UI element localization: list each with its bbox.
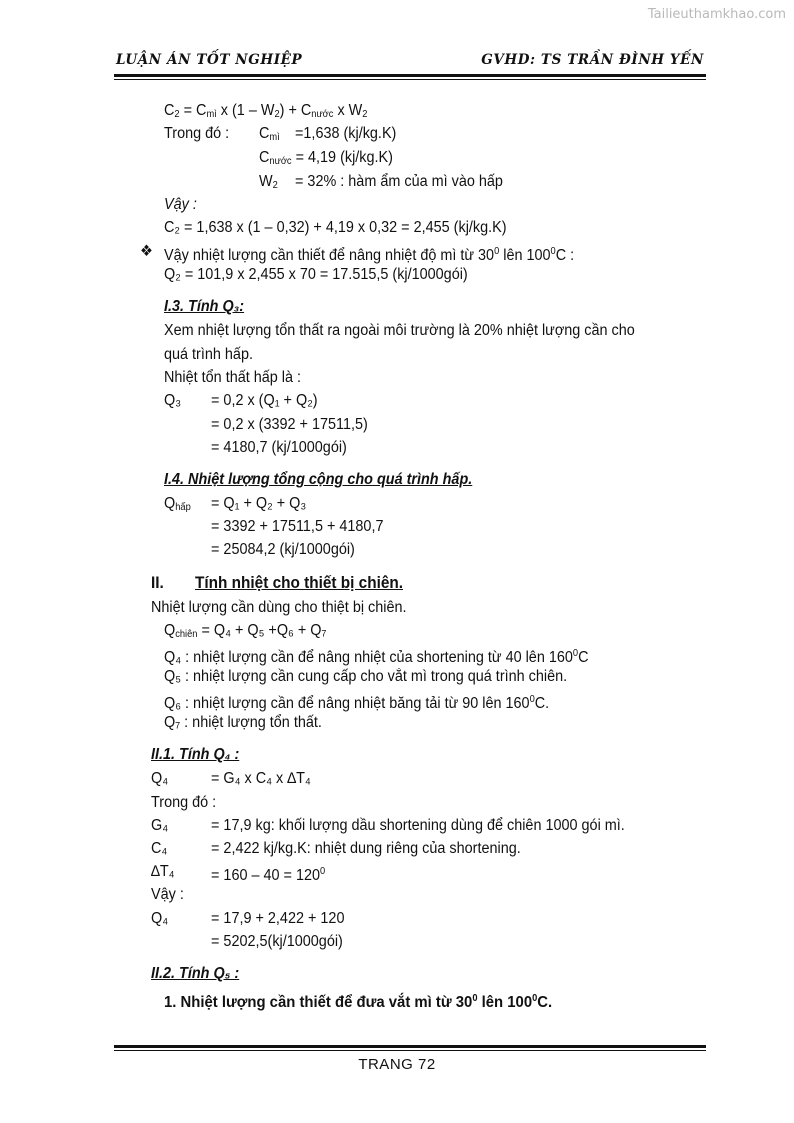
qhap-step1: = Q₁ + Q₂ + Q₃: [211, 495, 307, 512]
heading-ii2: II.2. Tính Q₅ :: [151, 965, 240, 982]
w2-value: = 32% : hàm ẩm của mì vào hấp: [295, 173, 503, 190]
q6-definition: Q₆ : nhiệt lượng cần để nâng nhiệt băng tải từ 90 lên $160^0C$.: [164, 694, 550, 712]
page-number: TRANG 72: [358, 1056, 436, 1073]
q4-result-step1: = 17,9 + 2,422 + 120: [211, 910, 345, 927]
c4-label: C₄: [151, 840, 168, 857]
q3-label: Q₃: [164, 392, 182, 409]
watermark: Tailieuthamkhao.com: [647, 7, 786, 22]
dt4-value: = $160 - 40 = 120^0$: [211, 866, 326, 884]
cmi-value: =1,638 (kj/kg.K): [295, 125, 397, 142]
cmi-label: $C_{mì}$: [259, 125, 280, 143]
qhap-step2: = 3392 + 17511,5 + 4180,7: [211, 518, 384, 535]
q4-definition: Q₄ : nhiệt lượng cần để nâng nhiệt của shortening từ 40 lên $160^0C$: [164, 648, 589, 666]
page-header: [116, 52, 704, 72]
para-i3-line1: Xem nhiệt lượng tổn thất ra ngoài môi trường là 20% nhiệt lượng cần cho: [164, 322, 635, 339]
heading-ii-number: II.: [151, 574, 164, 592]
q5-definition: Q₅ : nhiệt lượng cần cung cấp cho vắt mì trong quá trình chiên.: [164, 668, 568, 685]
dt4-label: ∆T₄: [151, 863, 175, 880]
footer-rule-thin: [114, 1050, 706, 1051]
heading-i4: I.4. Nhiệt lượng tổng cộng cho quá trình hấp.: [164, 471, 473, 488]
g4-value: = 17,9 kg: khối lượng dầu shortening dùng để chiên 1000 gói mì.: [211, 817, 625, 834]
header-left: LUẬN ÁN TỐT NGHIỆP: [116, 52, 303, 68]
para-ii: Nhiệt lượng cần dùng cho thiệt bị chiên.: [151, 599, 407, 616]
w2-label: $W_2$: [259, 173, 278, 191]
heading-ii-title: Tính nhiệt cho thiết bị chiên.: [195, 574, 404, 592]
header-rule-thin: [114, 79, 706, 80]
trong-do-label-2: Trong đó :: [151, 794, 217, 811]
qhap-step3: = 25084,2 (kj/1000gói): [211, 541, 355, 558]
para-i3-line3: Nhiệt tổn thất hấp là :: [164, 369, 302, 386]
q3-step2: = 0,2 x (3392 + 17511,5): [211, 416, 368, 433]
c4-value: = 2,422 kj/kg.K: nhiệt dung riêng của shortening.: [211, 840, 521, 857]
q4-formula: = G₄ x C₄ x ∆T₄: [211, 770, 311, 787]
vay-label: Vậy :: [164, 196, 197, 213]
qchien-formula: $Q_{chiên} = Q_4 + Q_5 +Q_6 + Q_7$: [164, 622, 327, 640]
cnuoc-line: $C_{nước} = 4,19$ (kj/kg.K): [259, 149, 393, 167]
q4-result-label: Q₄: [151, 910, 169, 927]
trong-do-label: Trong đó :: [164, 125, 230, 142]
g4-label: G₄: [151, 817, 169, 834]
header-rule-thick: [114, 74, 706, 77]
qhap-label: $Q_{hấp}$: [164, 495, 191, 513]
q7-definition: Q₇ : nhiệt lượng tổn thất.: [164, 714, 322, 731]
q4-result-step2: = 5202,5(kj/1000gói): [211, 933, 343, 950]
footer-rule-thick: [114, 1045, 706, 1048]
heading-ii1: II.1. Tính Q₄ :: [151, 746, 240, 763]
q3-step1: = 0,2 x (Q₁ + Q₂): [211, 392, 318, 409]
vay-label-2: Vậy :: [151, 886, 184, 903]
q4-label: Q₄: [151, 770, 169, 787]
q2-calc: Q₂ = 101,9 x 2,455 x 70 = 17.515,5 (kj/1000gói): [164, 266, 468, 283]
para-i3-line2: quá trình hấp.: [164, 346, 253, 363]
header-right: GVHD: TS TRẦN ĐÌNH YẾN: [481, 52, 704, 68]
bullet-icon: ❖: [140, 243, 153, 260]
heat-sentence: Vậy nhiệt lượng cần thiết để nâng nhiệt độ mì từ $30^0$ lên $100^0C$ :: [164, 246, 575, 264]
heading-i3: I.3. Tính Q₃:: [164, 298, 245, 315]
c2-formula: $C_2 = C_{mì}$ x $(1 - W_2) + C_{nước}$ x $W_2$: [164, 102, 368, 120]
numbered-item-1: 1. Nhiệt lượng cần thiết để đưa vắt mì từ $30^0$ lên $100^0C$.: [164, 993, 553, 1011]
q3-step3: = 4180,7 (kj/1000gói): [211, 439, 347, 456]
c2-calc: C₂ = 1,638 x (1 – 0,32) + 4,19 x 0,32 = 2,455 (kj/kg.K): [164, 219, 507, 236]
